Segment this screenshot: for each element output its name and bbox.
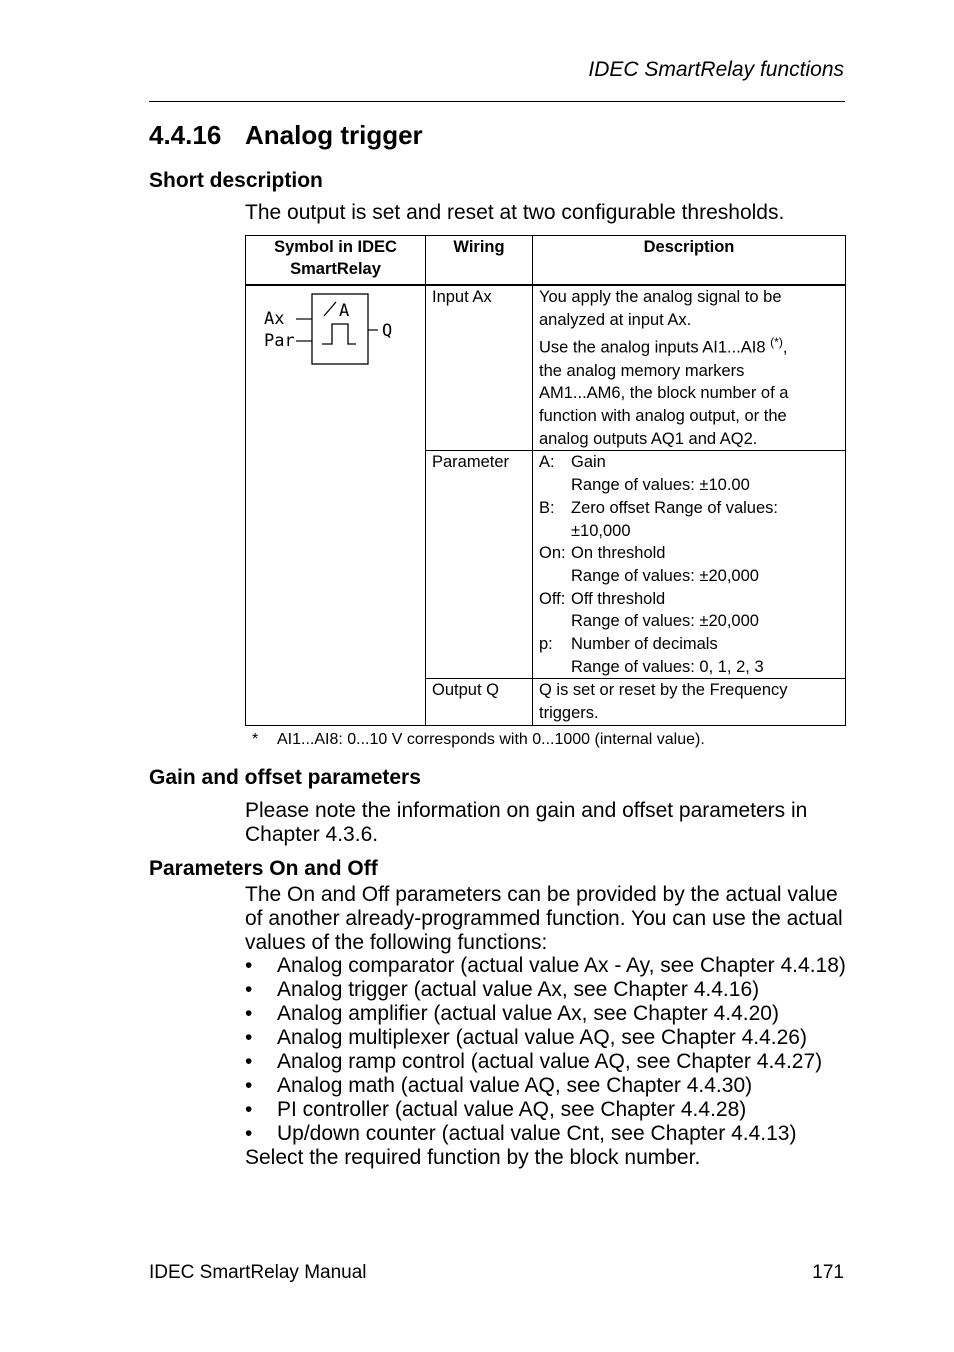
param-a [539, 451, 839, 474]
symbol-input-ax: Ax [264, 309, 285, 329]
page-number: 171 [812, 1262, 844, 1283]
bullet: • [245, 1026, 253, 1049]
footnote-ref: (*) [770, 335, 783, 350]
bullet: • [245, 1050, 253, 1073]
list-item-text: Up/down counter (actual value Cnt, see Chapter 4.4.13) [277, 1122, 797, 1145]
param-text: Number of decimals [571, 635, 718, 654]
header-rule [149, 101, 845, 102]
desc-line: Q is set or reset by the Frequency [539, 681, 788, 700]
param-range: Range of values: ±10.00 [571, 476, 750, 495]
bullet: • [245, 1122, 253, 1145]
desc-line: analog outputs AQ1 and AQ2. [539, 429, 758, 448]
param-key: p: [539, 635, 553, 654]
header-symbol: Symbol in IDEC SmartRelay [246, 236, 426, 286]
list-item [245, 1050, 850, 1074]
section-title [149, 120, 423, 151]
param-key: A: [539, 453, 555, 472]
list-item [245, 954, 850, 978]
footer-manual-title: IDEC SmartRelay Manual [149, 1262, 367, 1283]
param-text: Off threshold [571, 589, 666, 608]
symbol-top-label: A [339, 301, 350, 321]
param-key: B: [539, 498, 555, 517]
list-item [245, 1002, 850, 1026]
section-heading: Analog trigger [245, 120, 423, 150]
param-on [539, 542, 839, 565]
list-item-text: PI controller (actual value AQ, see Chapter 4.4.28) [277, 1098, 747, 1121]
list-item-text: Analog ramp control (actual value AQ, see Chapter 4.4.27) [277, 1050, 823, 1073]
analog-trigger-symbol [252, 286, 402, 376]
footnote-text: AI1...AI8: 0...10 V corresponds with 0...1000 (internal value). [277, 731, 705, 748]
param-text: Gain [571, 453, 606, 472]
param-range: Range of values: ±20,000 [571, 612, 759, 631]
header-description: Description [533, 236, 846, 286]
symbol-cell [246, 285, 426, 725]
ramp-slash [324, 302, 336, 316]
list-item-text: Analog comparator (actual value Ax - Ay, see Chapter 4.4.18) [277, 954, 846, 977]
param-key: Off: [539, 589, 566, 608]
param-range: Range of values: ±20,000 [571, 566, 759, 585]
list-item-text: Analog trigger (actual value Ax, see Chapter 4.4.16) [277, 978, 760, 1001]
gain-offset-text: Please note the information on gain and offset parameters in Chapter 4.3.6. [245, 799, 808, 846]
param-text: On threshold [571, 544, 666, 563]
on-off-intro: The On and Off parameters can be provided by the actual value of another already-programmed function. You can use the actual values of the following functions: [245, 883, 843, 954]
symbol-input-par: Par [264, 331, 295, 351]
running-header: IDEC SmartRelay functions [588, 58, 844, 81]
param-b [539, 497, 839, 520]
param-text: Zero offset Range of values: [571, 498, 778, 517]
param-p [539, 633, 839, 656]
param-range: Range of values: 0, 1, 2, 3 [571, 657, 764, 676]
desc-line: the analog memory markers [539, 361, 745, 380]
table-header-row [246, 236, 846, 286]
bullet: • [245, 978, 253, 1001]
bullet: • [245, 1098, 253, 1121]
closing-line: Select the required function by the block number. [245, 1146, 701, 1169]
list-item [245, 1026, 850, 1050]
wiring-parameter: Parameter [426, 451, 533, 679]
description-output-q [533, 679, 846, 725]
desc-line: analyzed at input Ax. [539, 310, 692, 329]
desc-line: triggers. [539, 704, 599, 723]
list-item-text: Analog math (actual value AQ, see Chapter 4.4.30) [277, 1074, 753, 1097]
section-number: 4.4.16 [149, 120, 222, 150]
header-wiring: Wiring [426, 236, 533, 286]
list-item-text: Analog amplifier (actual value Ax, see Chapter 4.4.20) [277, 1002, 779, 1025]
desc-line: function with analog output, or the [539, 407, 787, 426]
param-range: ±10,000 [571, 521, 631, 540]
list-item-text: Analog multiplexer (actual value AQ, see Chapter 4.4.26) [277, 1026, 807, 1049]
short-description-text: The output is set and reset at two configurable thresholds. [245, 201, 785, 224]
bullet: • [245, 1074, 253, 1097]
param-off [539, 588, 839, 611]
table-row-input [246, 285, 846, 451]
bullet: • [245, 954, 253, 977]
table-footnote [252, 731, 705, 749]
desc-line: You apply the analog signal to be [539, 288, 782, 306]
description-input-ax [533, 285, 846, 451]
wiring-input-ax: Input Ax [426, 285, 533, 451]
trigger-pulse-icon [322, 324, 356, 344]
footnote-marker: * [252, 731, 259, 748]
parameter-table [245, 235, 846, 726]
gain-offset-heading: Gain and offset parameters [149, 766, 421, 789]
bullet: • [245, 1002, 253, 1025]
desc-line-with-ref: Use the analog inputs AI1...AI8 (*), [539, 335, 788, 357]
short-description-heading: Short description [149, 169, 323, 192]
wiring-output-q: Output Q [426, 679, 533, 725]
on-off-heading: Parameters On and Off [149, 857, 378, 880]
function-list [245, 954, 850, 1170]
list-item [245, 978, 850, 1002]
list-item [245, 1074, 850, 1098]
param-key: On: [539, 544, 566, 563]
desc-text: Use the analog inputs AI1...AI8 [539, 338, 766, 357]
description-parameter [533, 451, 846, 679]
list-item [245, 1122, 850, 1146]
desc-line: AM1...AM6, the block number of a [539, 384, 789, 403]
list-item [245, 1098, 850, 1122]
symbol-output-q: Q [382, 321, 393, 341]
